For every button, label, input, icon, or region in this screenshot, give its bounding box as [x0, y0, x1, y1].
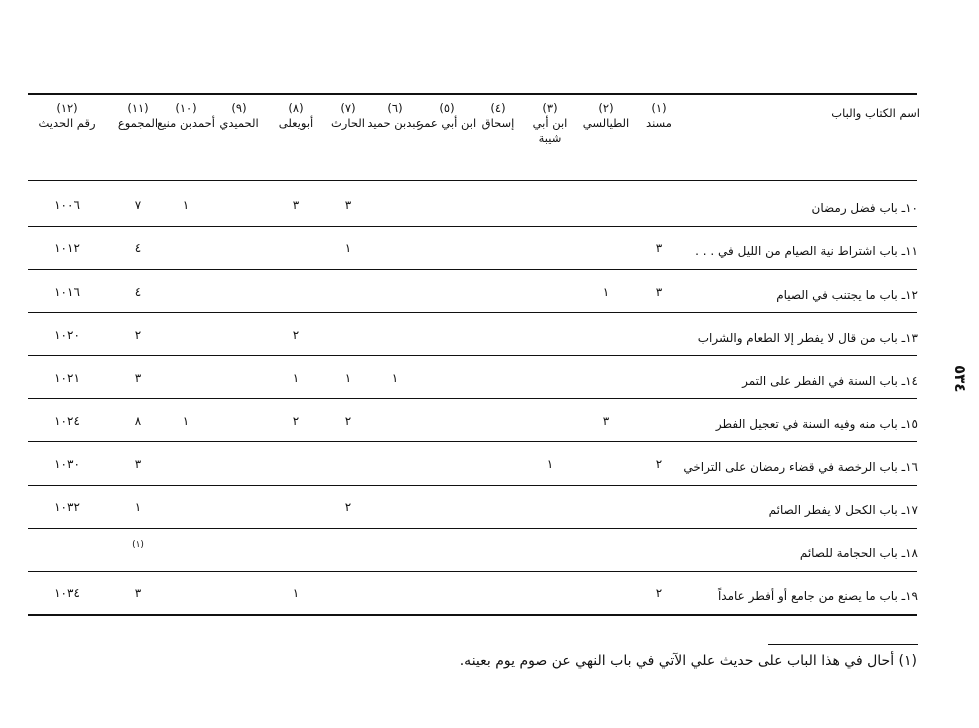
table-cell: ١ — [182, 198, 190, 212]
table-cell: ٢ — [292, 328, 300, 342]
column-header-number: (٩) — [231, 101, 247, 115]
table-cell: ١٠٣٤ — [54, 586, 80, 600]
table-cell: ١٠٢٠ — [54, 328, 80, 342]
row-rule — [28, 398, 917, 399]
table-cell: ١ — [546, 457, 554, 471]
row-title: ١٨ـ باب الحجامة للصائم — [799, 546, 918, 560]
header-bottom-rule — [28, 180, 917, 181]
table-cell: ١ — [344, 371, 352, 385]
table-cell: ١٠٠٦ — [54, 198, 80, 212]
row-rule — [28, 312, 917, 313]
row-title: ١٧ـ باب الكحل لا يفطر الصائم — [768, 503, 918, 517]
table-cell: ٨ — [134, 414, 142, 428]
column-header-number: (٢) — [598, 101, 614, 115]
table-cell: ٢ — [344, 414, 352, 428]
row-rule — [28, 614, 917, 616]
row-rule — [28, 571, 917, 572]
footnote-rule — [768, 644, 918, 645]
column-header-label: أبويعلى — [278, 116, 314, 130]
column-header-label: ابن أبي شيبة — [532, 116, 568, 145]
table-cell: ٣ — [655, 285, 663, 299]
table-cell: ١ — [344, 241, 352, 255]
column-header — [417, 101, 477, 131]
table-cell: ١ — [134, 500, 142, 514]
column-header-number: (١٢) — [56, 101, 78, 115]
column-header-label: الحارث — [330, 116, 365, 130]
column-header — [209, 101, 269, 131]
column-header — [266, 101, 326, 131]
title-column-header: اسم الكتاب والباب — [831, 106, 920, 120]
row-rule — [28, 441, 917, 442]
page-number: ٥٣٤ — [951, 365, 969, 393]
table-cell: ٣ — [134, 371, 142, 385]
column-header-label: رقم الحديث — [38, 116, 96, 130]
table-cell: ٢ — [292, 414, 300, 428]
table-cell: (١) — [132, 540, 144, 550]
table-cell: ١ — [602, 285, 610, 299]
table-cell: ٣ — [655, 241, 663, 255]
table-top-rule — [28, 93, 917, 95]
table-cell: ٧ — [134, 198, 142, 212]
column-header — [468, 101, 528, 131]
column-header-label: إسحاق — [481, 116, 515, 130]
column-header-label: عبدبن حميد — [367, 116, 423, 130]
row-rule — [28, 485, 917, 486]
column-header — [576, 101, 636, 131]
table-cell: ١٠١٦ — [54, 285, 80, 299]
column-header-number: (٨) — [288, 101, 304, 115]
row-rule — [28, 355, 917, 356]
table-cell: ١٠٣٢ — [54, 500, 80, 514]
table-cell: ٣ — [344, 198, 352, 212]
row-title: ١١ـ باب اشتراط نية الصيام من الليل في . . . — [695, 244, 918, 258]
row-title: ١٤ـ باب السنة في الفطر على التمر — [742, 374, 918, 388]
column-header-number: (٥) — [439, 101, 455, 115]
column-header — [37, 101, 97, 131]
row-title: ١٣ـ باب من قال لا يفطر إلا الطعام والشراب — [697, 331, 918, 345]
column-header — [629, 101, 689, 131]
table-cell: ٢ — [655, 586, 663, 600]
column-header-number: (١) — [651, 101, 667, 115]
column-header-number: (٧) — [340, 101, 356, 115]
table-cell: ٣ — [602, 414, 610, 428]
table-cell: ٤ — [134, 241, 142, 255]
column-header — [520, 101, 580, 146]
table-cell: ٢ — [655, 457, 663, 471]
row-title: ١٩ـ باب ما يصنع من جامع أو أفطر عامداً — [717, 589, 918, 603]
table-cell: ٤ — [134, 285, 142, 299]
table-cell: ١٠٢١ — [54, 371, 80, 385]
table-cell: ٢ — [134, 328, 142, 342]
column-header-number: (٦) — [387, 101, 403, 115]
table-cell: ٢ — [344, 500, 352, 514]
column-header-number: (٣) — [542, 101, 558, 115]
row-title: ١٢ـ باب ما يجتنب في الصيام — [776, 288, 918, 302]
column-header-label: الحميدي — [219, 116, 259, 130]
table-cell: ١٠٣٠ — [54, 457, 80, 471]
table-cell: ٣ — [292, 198, 300, 212]
table-cell: ١ — [292, 371, 300, 385]
footnote: (١) أحال في هذا الباب على حديث علي الآتي في باب النهي عن صوم يوم بعينه. — [459, 653, 917, 669]
row-title: ١٦ـ باب الرخصة في قضاء رمضان على التراخي — [683, 460, 918, 474]
column-header-label: المجموع — [117, 116, 159, 130]
table-cell: ١ — [292, 586, 300, 600]
column-header — [108, 101, 168, 131]
column-header-label: الطيالسي — [582, 116, 630, 130]
table-cell: ١٠٢٤ — [54, 414, 80, 428]
column-header-label: ابن أبي عمر — [417, 116, 477, 130]
row-rule — [28, 528, 917, 529]
column-header-number: (١١) — [127, 101, 149, 115]
table-cell: ١ — [182, 414, 190, 428]
column-header-label: مسند — [646, 116, 672, 130]
column-header-label: أحمدبن منيع — [157, 116, 215, 130]
table-cell: ١ — [391, 371, 399, 385]
table-cell: ٣ — [134, 586, 142, 600]
table-cell: ٣ — [134, 457, 142, 471]
column-header — [318, 101, 378, 131]
row-rule — [28, 226, 917, 227]
row-title: ١٠ـ باب فضل رمضان — [811, 201, 918, 215]
column-header-number: (١٠) — [175, 101, 197, 115]
table-cell: ١٠١٢ — [54, 241, 80, 255]
row-rule — [28, 269, 917, 270]
column-header-number: (٤) — [490, 101, 506, 115]
row-title: ١٥ـ باب منه وفيه السنة في تعجيل الفطر — [715, 417, 918, 431]
